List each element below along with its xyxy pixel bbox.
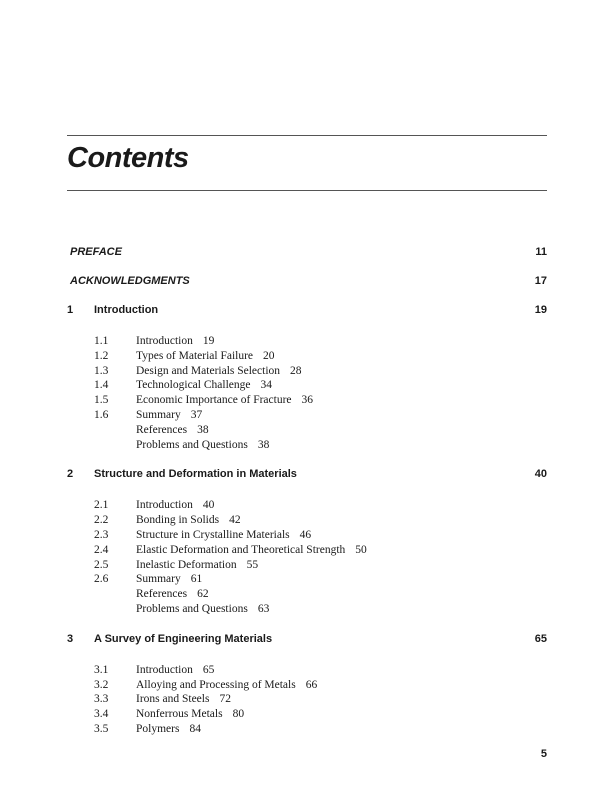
section-title: Structure in Crystalline Materials — [136, 528, 290, 541]
toc-section[interactable] — [67, 587, 547, 602]
toc-section[interactable] — [67, 378, 547, 393]
section-title: Irons and Steels — [136, 693, 210, 706]
entry-label: PREFACE — [70, 246, 122, 258]
toc-section[interactable] — [67, 722, 547, 737]
section-title: Introduction — [136, 663, 193, 676]
section-page: 84 — [189, 722, 201, 735]
section-number: 2.1 — [94, 499, 109, 512]
section-title: Problems and Questions — [136, 438, 248, 451]
toc-entry-acknowledgments[interactable] — [67, 275, 547, 304]
toc-section[interactable] — [67, 678, 547, 693]
section-page: 46 — [299, 528, 312, 541]
section-page: 80 — [232, 708, 245, 721]
toc-section[interactable] — [67, 692, 547, 707]
section-page: 63 — [257, 602, 270, 615]
toc-section[interactable] — [67, 602, 547, 617]
toc-section[interactable] — [67, 572, 547, 587]
toc-section[interactable] — [67, 528, 547, 543]
section-number: 3.2 — [94, 678, 109, 691]
section-title: Summary — [136, 573, 181, 586]
section-title: Alloying and Processing of Metals — [136, 678, 296, 691]
toc-section[interactable] — [67, 349, 547, 364]
chapter-3-sections — [67, 663, 547, 737]
entry-label: ACKNOWLEDGMENTS — [70, 275, 190, 287]
toc-section[interactable] — [67, 663, 547, 678]
toc-section[interactable] — [67, 364, 547, 379]
section-number — [67, 602, 136, 617]
toc-section[interactable] — [67, 423, 547, 438]
chapter-number: 1 — [67, 304, 74, 316]
page-number: 5 — [540, 748, 547, 760]
section-page: 72 — [219, 693, 231, 706]
entry-page: 17 — [534, 275, 547, 287]
section-number — [67, 587, 136, 602]
section-title: Inelastic Deformation — [136, 558, 237, 571]
section-number: 1.4 — [94, 379, 109, 392]
section-number: 3.3 — [94, 693, 109, 706]
section-number: 2.4 — [94, 543, 109, 556]
chapter-page: 19 — [534, 304, 547, 316]
chapter-2-sections — [67, 498, 547, 616]
toc-section[interactable] — [67, 408, 547, 423]
section-title: Bonding in Solids — [136, 514, 220, 527]
section-title: Technological Challenge — [136, 379, 251, 392]
section-page: 19 — [202, 335, 215, 347]
section-page: 55 — [246, 558, 259, 571]
toc-chapter-3[interactable] — [67, 633, 547, 663]
section-title: Summary — [136, 408, 181, 421]
toc-chapter-2[interactable] — [67, 468, 547, 498]
section-title: References — [136, 588, 188, 601]
section-title: Design and Materials Selection — [136, 364, 281, 377]
section-page: 38 — [257, 438, 270, 451]
toc-section[interactable] — [67, 513, 547, 528]
section-number: 1.3 — [94, 364, 109, 377]
chapter-page: 65 — [534, 632, 547, 645]
section-number — [67, 423, 136, 438]
section-title: Types of Material Failure — [136, 349, 254, 362]
section-page: 28 — [290, 364, 302, 377]
section-number: 2.5 — [94, 558, 109, 571]
chapter-title: Introduction — [94, 304, 159, 316]
section-number: 2.6 — [94, 573, 109, 586]
chapter-title: Structure and Deformation in Materials — [94, 468, 297, 481]
section-title: Introduction — [136, 335, 193, 347]
section-number: 2.2 — [94, 514, 109, 527]
section-number: 1.1 — [94, 335, 109, 347]
table-of-contents — [67, 246, 547, 753]
section-page: 36 — [301, 394, 314, 407]
section-page: 66 — [305, 678, 318, 691]
section-number: 3.4 — [94, 708, 109, 721]
section-number: 1.2 — [94, 349, 109, 362]
toc-section[interactable] — [67, 558, 547, 573]
section-page: 61 — [190, 573, 203, 586]
entry-page: 11 — [535, 246, 547, 258]
section-title: Introduction — [136, 499, 193, 512]
section-page: 65 — [202, 663, 215, 676]
section-page: 62 — [197, 588, 209, 601]
chapter-page: 40 — [534, 468, 547, 481]
toc-section[interactable] — [67, 498, 547, 513]
section-number: 1.5 — [94, 394, 109, 407]
toc-entry-preface[interactable] — [67, 246, 547, 275]
top-rule — [67, 135, 547, 136]
section-title: References — [136, 423, 188, 436]
chapter-title: A Survey of Engineering Materials — [94, 632, 273, 645]
toc-section[interactable] — [67, 393, 547, 408]
section-page: 34 — [260, 379, 272, 392]
toc-section[interactable] — [67, 543, 547, 558]
section-page: 20 — [263, 349, 275, 362]
title-rule — [67, 190, 547, 191]
section-page: 37 — [190, 408, 203, 421]
section-number: 1.6 — [94, 408, 109, 421]
section-title: Polymers — [136, 722, 180, 735]
section-title: Problems and Questions — [136, 602, 248, 615]
chapter-number: 2 — [67, 468, 74, 481]
page-title: Contents — [67, 142, 189, 174]
section-title: Elastic Deformation and Theoretical Strength — [136, 543, 346, 556]
section-number — [67, 438, 136, 453]
section-number: 2.3 — [94, 528, 109, 541]
chapter-1-sections — [67, 334, 547, 452]
section-page: 38 — [197, 423, 209, 436]
toc-section[interactable] — [67, 707, 547, 722]
section-page: 50 — [355, 543, 367, 556]
toc-chapter-1[interactable] — [67, 304, 547, 334]
section-title: Economic Importance of Fracture — [136, 394, 292, 407]
section-number: 3.5 — [94, 722, 109, 735]
section-page: 40 — [202, 499, 215, 512]
section-title: Nonferrous Metals — [136, 708, 223, 721]
chapter-number: 3 — [67, 632, 74, 645]
section-page: 42 — [229, 514, 241, 527]
section-number: 3.1 — [94, 663, 109, 676]
toc-section[interactable] — [67, 334, 547, 349]
toc-section[interactable] — [67, 438, 547, 453]
